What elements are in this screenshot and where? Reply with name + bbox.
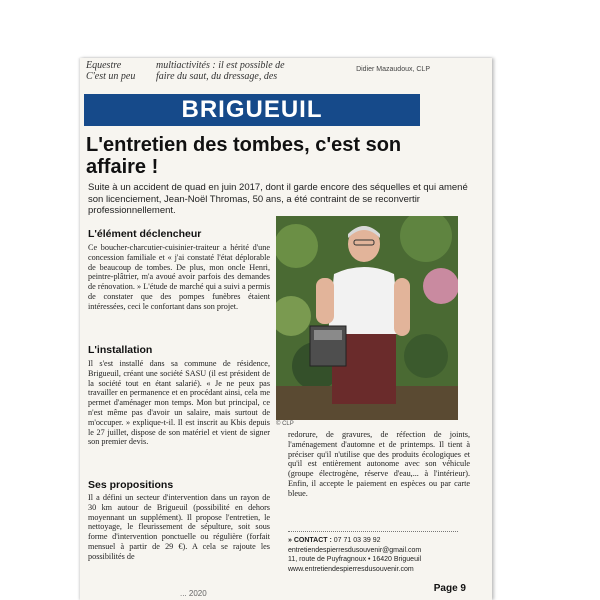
contact-phone: 07 71 03 39 92 (333, 537, 381, 544)
photo-credit: © CLP (276, 421, 294, 427)
contact-website: www.entretiendespierresdusouvenir.com (288, 565, 414, 573)
date-fragment: ... 2020 (180, 589, 207, 598)
contact-email: entretiendespierresdusouvenir@gmail.com (288, 546, 422, 554)
paragraph-installation: Il s'est installé dans sa commune de résidence, Brigueuil, créant une société SASU (il est président de la société tout en étant salarié). « Je ne peux pas travailler en permanence et en procédant ainsi, cela me permet d'aménager mon temps. Mon but principal, ce n'est même pas d'avoir un salaire, mais surtout de m'occuper. » explique-t-il. Il est inscrit au Kbis depuis le 27 juillet, dispose de son matériel et vient de signer son premier devis. (88, 359, 270, 447)
lead-paragraph: Suite à un accident de quad en juin 2017, dont il garde encore des séquelles et qui amené son licenciement, Jean-Noël Thromas, 50 ans, a été contraint de se reconvertir professionnellement. (88, 182, 468, 216)
subhead-installation: L'installation (88, 344, 153, 356)
newspaper-clipping (80, 58, 492, 600)
portrait-photo (276, 216, 458, 420)
section-banner: BRIGUEUIL (84, 94, 420, 126)
photo-credit-top: Didier Mazaudoux, CLP (356, 66, 430, 73)
headline: L'entretien des tombes, c'est son affaire ! (86, 134, 402, 178)
page-number: Page 9 (433, 583, 466, 594)
contact-label: » CONTACT : (288, 537, 332, 544)
previous-article-fragment-middle: multiactivités : il est possible de faire du saut, du dressage, des (156, 60, 285, 82)
subhead-propositions: Ses propositions (88, 479, 174, 491)
previous-article-fragment-left: Equestre C'est un peu (86, 60, 136, 82)
paragraph-element: Ce boucher-charcutier-cuisinier-traiteur a hérité d'une concession familiale et « j'ai constaté l'état déplorable de beaucoup de tombes. De plus, mon oncle Henri, peintre-plâtrier, m'a avoué avoir parfois des demandes de rénovation. » L'étude de marché qui a suivi a permis de constater que des pompes funèbres étaient intéressées, ceci le confortant dans son projet. (88, 243, 270, 311)
subhead-element: L'élément déclencheur (88, 228, 202, 240)
contact-block (288, 536, 478, 574)
man-holding-plaque-illustration (276, 216, 458, 420)
paragraph-right-column: redorure, de gravures, de réfection de joints, l'aménagement d'automne et de printemps. Il tient à préciser qu'il n'utilise que des produits écologiques et qu'il est entièrement autonome avec son véhicule (groupe électrogène, réserve d'eau,... à l'intérieur). Enfin, il accepte le paiement en espèces ou par carte bleue. (288, 430, 470, 498)
paragraph-propositions: Il a défini un secteur d'intervention dans un rayon de 30 km autour de Brigueuil (possibilité en dehors moyennant un supplément). Il propose l'entretien, le nettoyage, le fleurissement de sépulture, soit sous forme d'intervention ponctuelle ou régulière (forfait mensuel à partir de 29 €). A cela se rajoute les possibilités de (88, 493, 270, 561)
contact-address: 11, route de Puyfragnoux • 16420 Brigueuil (288, 556, 422, 563)
contact-separator (288, 531, 458, 532)
